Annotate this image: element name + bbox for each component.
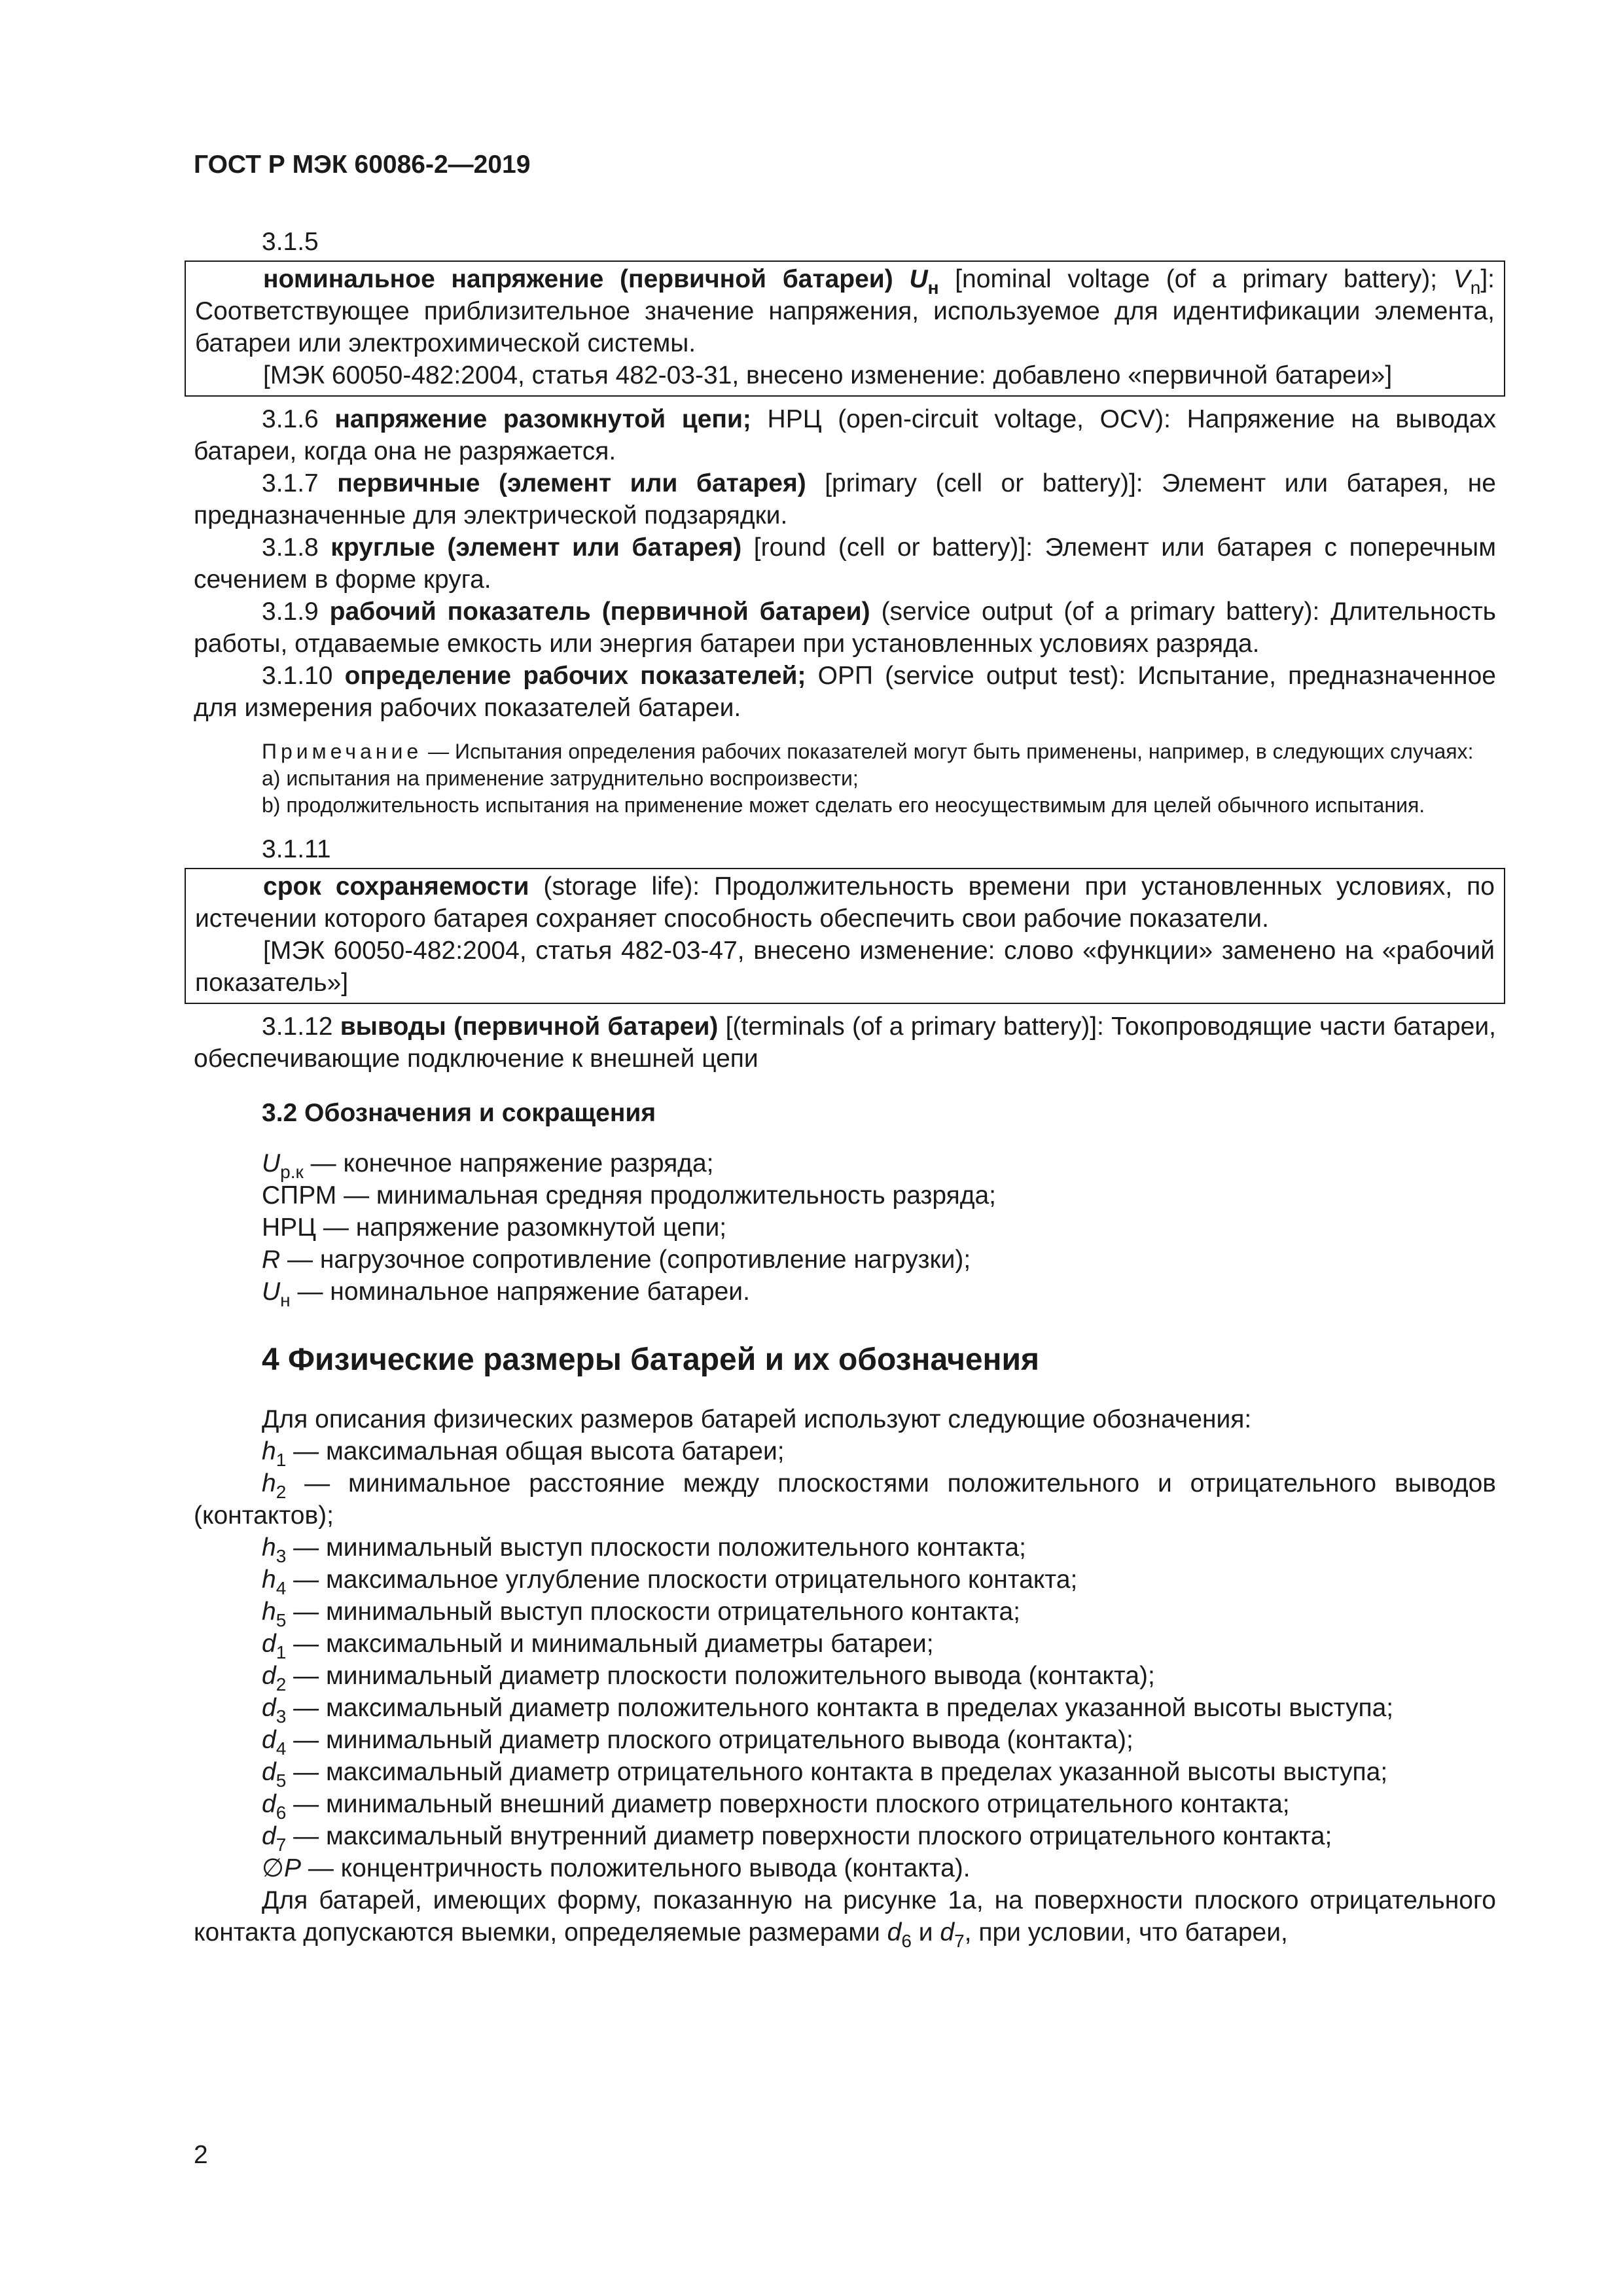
list-item bbox=[194, 1244, 1496, 1276]
list-item bbox=[194, 1820, 1496, 1855]
symbol-sub: 1 bbox=[276, 1450, 287, 1470]
term-text: (service output (of a primary battery): Длительность работы, отдаваемые емкость или энергия батареи при установленных условиях разряда. bbox=[194, 598, 1496, 658]
dimension-list bbox=[194, 1435, 1496, 1884]
term-3-1-8 bbox=[194, 531, 1496, 596]
page-body bbox=[194, 226, 1497, 1951]
note-item-b: b) продолжительность испытания на применение может сделать его неосуществимым для целей обычного испытания. bbox=[262, 793, 1425, 817]
symbol: U bbox=[262, 1278, 281, 1306]
term-number-3-1-5: 3.1.5 bbox=[262, 228, 319, 256]
item-text: — номинальное напряжение батареи. bbox=[290, 1278, 750, 1306]
term-title: первичные (элемент или батарея) bbox=[337, 469, 806, 497]
term-3-1-12 bbox=[194, 1011, 1496, 1075]
symbol-sub: 4 bbox=[276, 1578, 287, 1598]
term-title: рабочий показатель (первичной батареи) bbox=[329, 598, 870, 626]
term-box-3-1-11 bbox=[185, 868, 1505, 1004]
list-item bbox=[194, 1628, 1496, 1660]
symbol: h bbox=[262, 1598, 276, 1626]
term-definition-3-1-5 bbox=[195, 263, 1495, 359]
closing-text: Для батарей, имеющих форму, показанную на рисунке 1а, на поверхности плоского отрицательного контакта допускаются выемки, определяемые размерами bbox=[194, 1886, 1496, 1946]
term-number: 3.1.9 bbox=[262, 598, 330, 626]
symbol: h bbox=[262, 1469, 276, 1498]
item-text: — концентричность положительного вывода (контакта). bbox=[301, 1854, 971, 1882]
term-number: 3.1.10 bbox=[262, 662, 345, 690]
term-source-3-1-11: [МЭК 60050-482:2004, статья 482-03-47, внесено изменение: слово «функции» заменено на «рабочий показатель»] bbox=[195, 937, 1495, 997]
term-number: 3.1.7 bbox=[262, 469, 338, 497]
symbol: d bbox=[262, 1758, 276, 1786]
term-number: 3.1.6 bbox=[262, 405, 335, 433]
abbreviation-list bbox=[194, 1147, 1496, 1308]
list-item bbox=[194, 1756, 1496, 1791]
symbol-sub: 2 bbox=[276, 1482, 287, 1502]
item-text: — минимальный внешний диаметр поверхности плоского отрицательного контакта; bbox=[286, 1790, 1290, 1818]
list-item bbox=[194, 1724, 1496, 1759]
list-item bbox=[194, 1596, 1496, 1628]
term-symbol-sub: н bbox=[927, 278, 939, 298]
list-item bbox=[194, 1147, 1496, 1182]
symbol: d bbox=[887, 1918, 902, 1946]
symbol-sub: 6 bbox=[901, 1931, 912, 1951]
symbol-sub: 7 bbox=[276, 1835, 287, 1855]
term-definition-3-1-11 bbox=[195, 870, 1495, 935]
symbol: h bbox=[262, 1534, 276, 1562]
item-text: — минимальное расстояние между плоскостями положительного и отрицательного выводов (контактов); bbox=[194, 1469, 1496, 1530]
symbol: d bbox=[262, 1694, 276, 1722]
document-header: ГОСТ Р МЭК 60086-2—2019 bbox=[194, 151, 531, 179]
symbol-sub: 3 bbox=[276, 1706, 287, 1727]
note-text: — Испытания определения рабочих показателей могут быть применены, например, в следующих случаях: bbox=[422, 740, 1474, 763]
term-english-end: ]: bbox=[1480, 265, 1495, 293]
section-4-intro: Для описания физических размеров батарей используют следующие обозначения: bbox=[262, 1405, 1252, 1433]
term-title: определение рабочих показателей; bbox=[344, 662, 806, 690]
term-en-symbol: V bbox=[1453, 265, 1471, 293]
symbol-sub: н bbox=[280, 1290, 291, 1310]
item-text: — максимальный диаметр отрицательного контакта в пределах указанной высоты выступа; bbox=[286, 1758, 1388, 1786]
term-3-1-10 bbox=[194, 660, 1496, 724]
symbol-sub: 2 bbox=[276, 1674, 287, 1695]
term-text: (storage life): Продолжительность времени при установленных условиях, по истечении которого батарея сохраняет способность обеспечить свои рабочие показатели. bbox=[195, 872, 1495, 933]
list-item bbox=[194, 1660, 1496, 1695]
symbol: d bbox=[262, 1822, 276, 1850]
term-text: [round (cell or battery)]: Элемент или батарея с поперечным сечением в форме круга. bbox=[194, 533, 1497, 594]
symbol-sub: р.к bbox=[280, 1162, 304, 1182]
term-source-3-1-5: [МЭК 60050-482:2004, статья 482-03-31, внесено изменение: добавлено «первичной батареи»] bbox=[263, 361, 1393, 389]
term-title: номинальное напряжение (первичной батареи) bbox=[263, 265, 893, 293]
item-text: — минимальный диаметр плоского отрицательного вывода (контакта); bbox=[286, 1726, 1133, 1754]
symbol-sub: 7 bbox=[954, 1931, 965, 1951]
term-text: Соответствующее приблизительное значение напряжения, используемое для идентификации элемента, батареи или электрохимической системы. bbox=[195, 297, 1495, 357]
section-4-title: 4 Физические размеры батарей и их обозначения bbox=[262, 1342, 1040, 1377]
item-text: — максимальное углубление плоскости отрицательного контакта; bbox=[286, 1566, 1078, 1594]
list-item bbox=[194, 1179, 1496, 1211]
term-number: 3.1.12 bbox=[262, 1013, 340, 1041]
term-number-3-1-11: 3.1.11 bbox=[262, 835, 331, 863]
term-text: ОРП (service output test): Испытание, предназначенное для измерения рабочих показателей батареи. bbox=[194, 662, 1496, 722]
term-text: [(terminals (of a primary battery)]: Токопроводящие части батареи, обеспечивающие подключение к внешней цепи bbox=[194, 1013, 1496, 1073]
list-item bbox=[194, 1852, 1496, 1884]
term-text: НРЦ (open-circuit voltage, OCV): Напряжение на выводах батареи, когда она не разряжается. bbox=[194, 405, 1497, 465]
symbol: d bbox=[262, 1630, 276, 1658]
list-item bbox=[194, 1532, 1496, 1564]
term-en-symbol-sub: n bbox=[1470, 278, 1481, 298]
term-title: круглые (элемент или батарея) bbox=[330, 533, 742, 562]
symbol: d bbox=[262, 1790, 276, 1818]
list-item bbox=[194, 1788, 1496, 1823]
term-english: [nominal voltage (of a primary battery); bbox=[938, 265, 1454, 293]
term-text: [primary (cell or battery)]: Элемент или батарея, не предназначенные для электрической подзарядки. bbox=[194, 469, 1496, 529]
symbol: h bbox=[262, 1437, 276, 1465]
symbol: d bbox=[940, 1918, 955, 1946]
item-text: — конечное напряжение разряда; bbox=[303, 1149, 714, 1177]
item-text: — максимальный внутренний диаметр поверхности плоского отрицательного контакта; bbox=[286, 1822, 1332, 1850]
item-text: — минимальный выступ плоскости положительного контакта; bbox=[286, 1534, 1026, 1562]
list-item bbox=[194, 1692, 1496, 1727]
note-item-a: а) испытания на применение затруднительно воспроизвести; bbox=[262, 766, 859, 790]
symbol: U bbox=[262, 1149, 281, 1177]
term-3-1-7 bbox=[194, 467, 1496, 531]
symbol-sub: 5 bbox=[276, 1770, 287, 1791]
term-3-1-9 bbox=[194, 596, 1496, 660]
note-label: Примечание bbox=[262, 740, 423, 763]
item-text: — минимальный диаметр плоскости положительного вывода (контакта); bbox=[286, 1662, 1155, 1690]
page-number: 2 bbox=[194, 2141, 208, 2169]
section-3-2-title: 3.2 Обозначения и сокращения bbox=[262, 1099, 656, 1127]
symbol: ∅P bbox=[262, 1854, 301, 1882]
list-item bbox=[194, 1564, 1496, 1596]
term-box-3-1-5 bbox=[185, 260, 1505, 397]
term-symbol: U bbox=[909, 265, 928, 293]
symbol-sub: 4 bbox=[276, 1738, 287, 1759]
list-item bbox=[194, 1435, 1496, 1470]
item-text: СПРМ — минимальная средняя продолжительность разряда; bbox=[262, 1181, 996, 1210]
term-3-1-6 bbox=[194, 403, 1496, 467]
term-title: срок сохраняемости bbox=[263, 872, 529, 901]
item-text: — максимальная общая высота батареи; bbox=[286, 1437, 785, 1465]
symbol: d bbox=[262, 1662, 276, 1690]
note bbox=[194, 738, 1496, 765]
term-title: выводы (первичной батареи) bbox=[340, 1013, 719, 1041]
list-item bbox=[194, 1276, 1496, 1308]
term-number: 3.1.8 bbox=[262, 533, 331, 562]
symbol-sub: 5 bbox=[276, 1610, 287, 1630]
symbol: R bbox=[262, 1246, 281, 1274]
symbol-sub: 6 bbox=[276, 1803, 287, 1823]
item-text: — максимальный и минимальный диаметры батареи; bbox=[286, 1630, 934, 1658]
symbol-sub: 3 bbox=[276, 1546, 287, 1566]
item-text: — нагрузочное сопротивление (сопротивление нагрузки); bbox=[280, 1246, 971, 1274]
item-text: — минимальный выступ плоскости отрицательного контакта; bbox=[286, 1598, 1020, 1626]
list-item bbox=[194, 1211, 1496, 1244]
symbol: h bbox=[262, 1566, 276, 1594]
item-text: НРЦ — напряжение разомкнутой цепи; bbox=[262, 1213, 727, 1242]
item-text: — максимальный диаметр положительного контакта в пределах указанной высоты выступа; bbox=[286, 1694, 1394, 1722]
symbol-sub: 1 bbox=[276, 1642, 287, 1662]
closing-text-end: , при условии, что батареи, bbox=[964, 1918, 1288, 1946]
list-item bbox=[194, 1467, 1496, 1532]
symbol: d bbox=[262, 1726, 276, 1754]
term-title: напряжение разомкнутой цепи; bbox=[334, 405, 751, 433]
section-4-closing bbox=[194, 1884, 1496, 1951]
closing-and: и bbox=[911, 1918, 940, 1946]
